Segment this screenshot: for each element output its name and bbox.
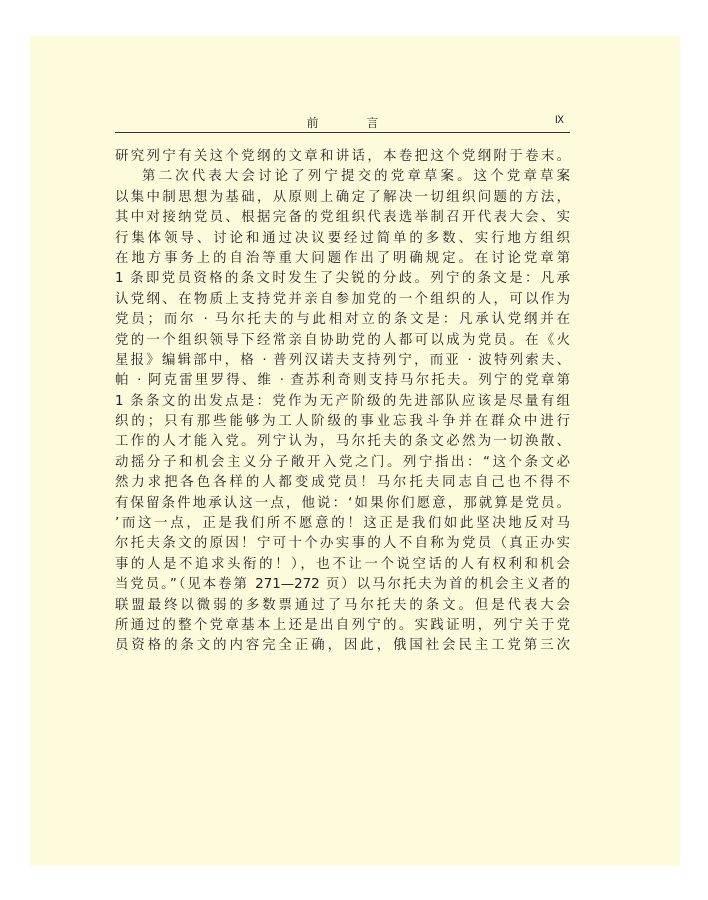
page-number: Ⅸ	[554, 115, 564, 126]
text-line: 党的一个组织领导下经常亲自协助党的人都可以成为党员。在《火	[115, 332, 570, 348]
text-line: 当党员。”（见本卷第 271—272 页）以马尔托夫为首的机会主义者的	[115, 577, 570, 593]
text-line: 其中对接纳党员、根据完备的党组织代表选举制召开代表大会、实	[115, 210, 570, 226]
text-line: 第二次代表大会讨论了列宁提交的党章草案。这个党章草案	[142, 169, 570, 185]
text-line: 帕 · 阿克雷里罗得、维 · 查苏利奇则支持马尔托夫。列宁的党章第	[115, 373, 570, 389]
text-line: 在地方事务上的自治等重大问题作出了明确规定。在讨论党章第	[115, 250, 570, 266]
text-line: 事的人是不追求头衔的！），也不让一个说空话的人有权利和机会	[115, 556, 570, 572]
text-line: 星报》编辑部中，格 · 普列汉诺夫支持列宁，而亚 · 波特列索夫、	[115, 352, 570, 368]
text-line: 尔托夫条文的原因！宁可十个办实事的人不自称为党员（真正办实	[115, 536, 570, 552]
body-text	[115, 147, 570, 657]
text-line: ’而这一点，正是我们所不愿意的！这正是我们如此坚决地反对马	[115, 516, 570, 532]
text-line: 联盟最终以微弱的多数票通过了马尔托夫的条文。但是代表大会	[115, 597, 570, 613]
text-line: 以集中制思想为基础，从原则上确定了解决一切组织问题的方法，	[115, 189, 570, 205]
text-line: 工作的人才能入党。列宁认为，马尔托夫的条文必然为一切涣散、	[115, 434, 570, 450]
text-line: 1 条即党员资格的条文时发生了尖锐的分歧。列宁的条文是：凡承	[115, 271, 570, 287]
text-line: 研究列宁有关这个党纲的文章和讲话，本卷把这个党纲附于卷末。	[115, 149, 570, 164]
text-line: 所通过的整个党章基本上还是出自列宁的。实践证明，列宁关于党	[115, 617, 570, 633]
text-line: 然力求把各色各样的人都变成党员！马尔托夫同志自己也不得不	[115, 475, 570, 491]
running-header	[115, 112, 570, 133]
text-line: 员资格的条文的内容完全正确，因此，俄国社会民主工党第三次	[115, 638, 570, 654]
text-line: 织的；只有那些能够为工人阶级的事业忘我斗争并在群众中进行	[115, 414, 570, 430]
text-line: 党员；而尔 · 马尔托夫的与此相对立的条文是：凡承认党纲并在	[115, 312, 570, 328]
text-line: 1 条条文的出发点是：党作为无产阶级的先进部队应该是尽量有组	[115, 393, 570, 409]
page-title: 前 言	[306, 116, 401, 130]
text-line: 动摇分子和机会主义分子敞开入党之门。列宁指出：“这个条文必	[115, 454, 570, 470]
text-line: 有保留条件地承认这一点，他说：‘如果你们愿意，那就算是党员。	[115, 495, 570, 511]
text-line: 认党纲、在物质上支持党并亲自参加党的一个组织的人，可以作为	[115, 291, 570, 307]
text-line: 行集体领导、讨论和通过决议要经过简单的多数、实行地方组织	[115, 230, 570, 246]
